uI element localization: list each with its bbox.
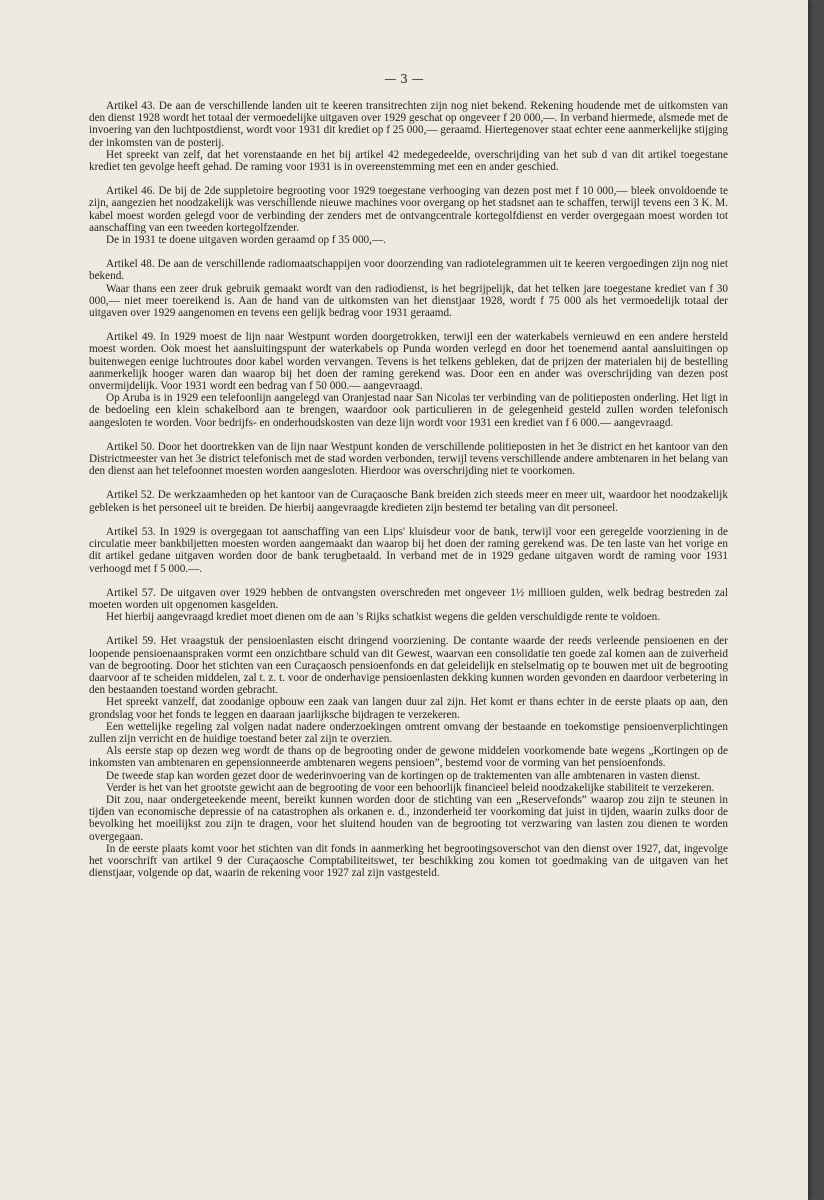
article-section <box>89 587 728 624</box>
article-section <box>89 100 728 173</box>
article-section <box>89 489 728 513</box>
paragraph: Artikel 57. De uitgaven over 1929 hebben de ontvangsten overschreden met ongeveer 1½ millioen gulden, welk bedrag bestreden zal moeten worden uit opgenomen kasgelden. <box>89 586 728 611</box>
paragraph: Op Aruba is in 1929 een telefoonlijn aangelegd van Oranjestad naar San Nicolas ter verbinding van de politieposten onderling. Het ligt in de bedoeling een klein schakelbord aan te brengen, waardoor ook particulieren in de gelegenheid gesteld zullen worden telefonisch aangesloten te worden. Voor bedrijfs- en onderhoudskosten van deze lijn wordt voor 1931 een krediet van f 6 000.— aangevraagd. <box>89 392 728 429</box>
paragraph: De tweede stap kan worden gezet door de wederinvoering van de kortingen op de traktementen van alle ambtenaren in vasten dienst. <box>106 769 701 782</box>
document-body <box>89 100 728 891</box>
paragraph: De in 1931 te doene uitgaven worden geraamd op f 35 000,—. <box>106 234 386 247</box>
paragraph: Dit zou, naar ondergeteekende meent, bereikt kunnen worden door de stichting van een „Reservefonds” waarop zou zijn te steunen in tijden van economische depressie of na catastrophen als orkanen e. d., inzonderheid ter voorkoming dat juist in tijden, waarin zulks door de bevolking het moeilijkst zou zijn te dragen, voor het sluitend houden van de begrooting tot verzwaring van lasten zou dienen te worden overgegaan. <box>89 793 728 843</box>
article-section <box>89 441 728 478</box>
paragraph: Een wettelijke regeling zal volgen nadat nadere onderzoekingen omtrent omvang der bestaande en toekomstige pensioenverplichtingen zullen zijn verricht en de huidige toestand beter zal zijn te overzien. <box>89 720 728 745</box>
paragraph: Het spreekt vanzelf, dat zoodanige opbouw een zaak van langen duur zal zijn. Het komt er thans echter in de eerste plaats op aan, den grondslag voor het fonds te leggen en daaraan jaarlijksche bijdragen te verzekeren. <box>89 696 728 721</box>
paragraph: Waar thans een zeer druk gebruik gemaakt wordt van den radiodienst, is het begrijpelijk, dat het telken jare toegestane krediet van f 30 000,— niet meer toereikend is. Aan de hand van de uitkomsten van het dienstjaar 1928, wordt f 75 000 als het vermoedelijk totaal der uitgaven over 1929 aangenomen en tevens een gelijk bedrag voor 1931 geraamd. <box>89 282 728 320</box>
paragraph: Artikel 52. De werkzaamheden op het kantoor van de Curaçaosche Bank breiden zich steeds meer en meer uit, waardoor het noodzakelijk gebleken is het personeel uit te breiden. De hierbij aangevraagde kredieten zijn bestemd ter betaling van dit personeel. <box>89 489 728 514</box>
paragraph: Artikel 49. In 1929 moest de lijn naar Westpunt worden doorgetrokken, terwijl een der waterkabels vernieuwd en een andere hersteld moest worden. Ook moest het aansluitingspunt der waterkabels op Punda worden verlegd en door het toenemend aantal aansluitingen op buitenwegen eenige luchtroutes door kabel worden vervangen. Tevens is het telkens gebleken, dat de prijzen der materialen bij de bestelling aanmerkelijk hooger waren dan waarop bij het doen der raming gerekend was. Door een en ander was overschrijding van dezen post onvermijdelijk. Voor 1931 wordt een bedrag van f 50 000.— aangevraagd. <box>89 331 728 393</box>
paragraph: Artikel 59. Het vraagstuk der pensioenlasten eischt dringend voorziening. De contante waarde der reeds verleende pensioenen en der loopende pensioenaanspraken vormt een onzichtbare schuld van dit Gewest, waarvan een consolidatie ten goede zal komen aan de zuiverheid van de begrooting. Door het stichten van een Curaçaosch pensioenfonds en dat geleidelijk en stelselmatig op te bouwen met uit de begrooting daarvoor af te scheiden middelen, zal t. z. t. voor de onderhavige pensioenlasten dekking kunnen worden gevonden en daardoor verbetering in den bestaanden toestand worden gebracht. <box>89 635 728 697</box>
paragraph: Artikel 43. De aan de verschillende landen uit te keeren transitrechten zijn nog niet bekend. Rekening houdende met de uitkomsten van den dienst 1928 wordt het totaal der vermoedelijke uitgaven over 1929 geschat op ongeveer f 20 000,—. In verband hiermede, alsmede met de invoering van den luchtpostdienst, wordt voor 1931 dit krediet op f 25 000,— geraamd. Hiertegenover staat echter eene aanmerkelijke stijging der inkomsten van de posterij. <box>89 100 728 149</box>
paragraph: Artikel 46. De bij de 2de suppletoire begrooting voor 1929 toegestane verhooging van dezen post met f 10 000,— bleek onvoldoende te zijn, aangezien het noodzakelijk was verschillende nieuwe machines voor overgang op het stadsnet aan te schaffen, terwijl tevens een 3 K. M. kabel moest worden gelegd voor de verbinding der zenders met de ontvangcentrale kortegolfdienst en verder overgegaan moest worden tot aanschaffing van een tweeden kortegolfzender. <box>89 185 728 234</box>
article-section <box>89 331 728 429</box>
paragraph: Artikel 50. Door het doortrekken van de lijn naar Westpunt konden de verschillende politieposten in het 3e district en het kantoor van den Districtmeester van het 3e district telefonisch met de stad worden verbonden, terwijl tevens verschillende andere ambtenaren in het belang van den dienst aan het telefoonnet moesten worden aangesloten. Hierdoor was overschrijding niet te voorkomen. <box>89 440 728 478</box>
paragraph: Als eerste stap op dezen weg wordt de thans op de begrooting onder de gewone middelen voorkomende bate wegens „Kortingen op de inkomsten van ambtenaren en gepensionneerde ambtenaren wegens pensioen”, bestemd voor de vorming van het pensioenfonds. <box>89 745 728 770</box>
paragraph: In de eerste plaats komt voor het stichten van dit fonds in aanmerking het begrootingsoverschot van den dienst over 1927, dat, ingevolge het voorschrift van artikel 9 der Curaçaosche Comptabiliteitswet, ter beschikking zou komen tot goedmaking van de uitgaven van het dienstjaar, volgende op dat, waarin de rekening voor 1927 zal zijn vastgesteld. <box>89 842 728 880</box>
paragraph: Het spreekt van zelf, dat het vorenstaande en het bij artikel 42 medegedeelde, overschrijding van het sub d van dit artikel toegestane krediet ten gevolge heeft gehad. De raming voor 1931 is in overeenstemming met een en ander geschied. <box>89 148 728 174</box>
article-section <box>89 258 728 319</box>
paragraph: Artikel 48. De aan de verschillende radiomaatschappijen voor doorzending van radiotelegrammen uit te keeren vergoedingen zijn nog niet bekend. <box>89 258 728 283</box>
article-section <box>89 526 728 575</box>
page-number: — 3 — <box>384 72 424 86</box>
paragraph: Verder is het van het grootste gewicht aan de begrooting de voor een behoorlijk financieel beleid noodzakelijke stabiliteit te verzekeren. <box>106 781 715 794</box>
article-section <box>89 635 728 879</box>
paragraph: Artikel 53. In 1929 is overgegaan tot aanschaffing van een Lips' kluisdeur voor de bank, terwijl voor een geregelde voorziening in de circulatie meer bankbiljetten moesten worden aangemaakt dan waarop bij het doen der raming gerekend was. De ten laste van het vorige en dit artikel gedane uitgaven worden door de bank terugbetaald. In verband met de in 1929 gedane uitgaven wordt de raming voor 1931 verhoogd met f 5 000.—. <box>89 525 728 575</box>
article-section <box>89 185 728 246</box>
paragraph: Het hierbij aangevraagd krediet moet dienen om de aan 's Rijks schatkist wegens die gelden verschuldigde rente te voldoen. <box>106 611 661 624</box>
